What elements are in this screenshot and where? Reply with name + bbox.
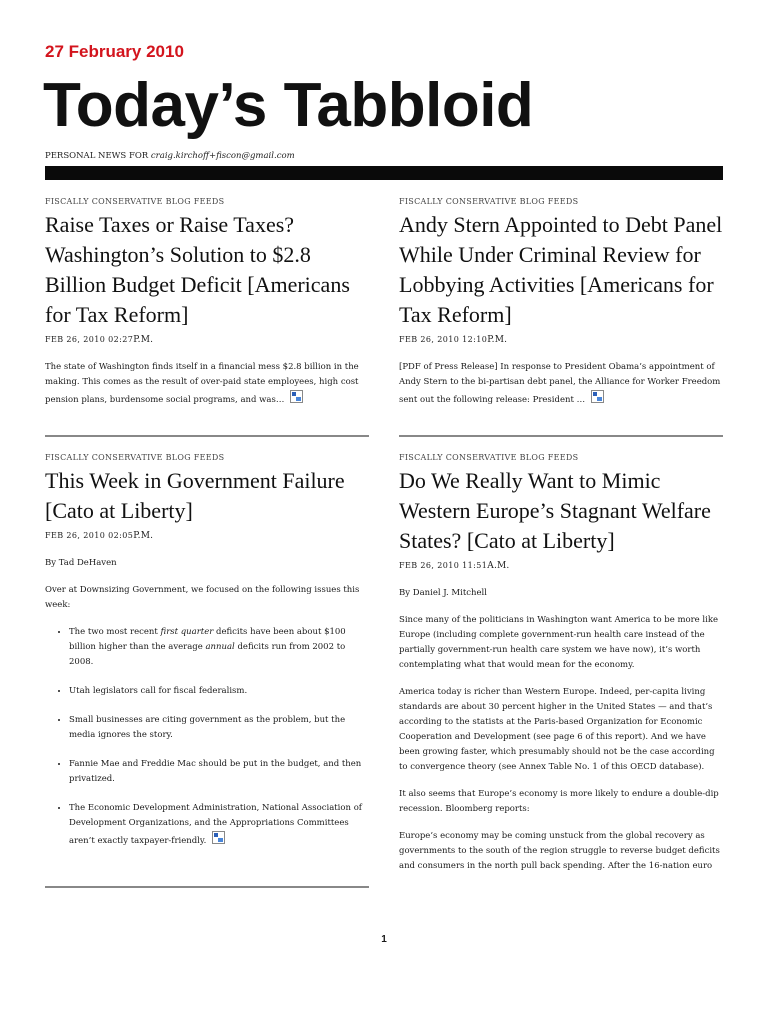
article-paragraph: America today is richer than Western Europe. Indeed, per-capita living standards are about 30 percent higher in the United States — and that’s according to the statists at the Paris-based Organization for Economic Cooperation and Development (see page 6 of this report). And we have been growing faster, which presumably should not be the case according to convergence theory (see Annex Table No. 1 of this OECD database). [399,687,715,772]
article-divider [399,435,723,437]
article-kicker: FISCALLY CONSERVATIVE BLOG FEEDS [45,197,225,206]
article-date: FEB 26, 2010 02:05P.M. [45,531,154,541]
article-3 [45,452,370,863]
article-date: FEB 26, 2010 11:51A.M. [399,561,510,571]
list-item: • Fannie Mae and Freddie Mac should be put in the budget, and then privatized. [69,757,370,787]
subscriber-email[interactable]: craig.kirchoff+fiscon@gmail.com [150,151,295,161]
issue-date: 27 February 2010 [45,42,184,61]
article-1 [45,196,370,420]
article-kicker: FISCALLY CONSERVATIVE BLOG FEEDS [399,453,579,462]
article-headline[interactable]: Raise Taxes or Raise Taxes? Washington’s Solution to $2.8 Billion Budget Deficit [Americans for Tax Reform] [45,212,350,327]
page-number: 1 [381,934,387,945]
article-summary: [PDF of Press Release] In response to President Obama’s appointment of Andy Stern to the bi-partisan debt panel, the Alliance for Worker Freedom sent out the following release: President … [399,362,721,405]
issue-list [45,625,370,849]
article-headline[interactable]: Do We Really Want to Mimic Western Europe’s Stagnant Welfare States? [Cato at Liberty] [399,468,711,553]
masthead-title: Today’s Tabbloid [43,71,534,140]
list-item: • Small businesses are citing government as the problem, but the media ignores the story. [69,713,370,743]
list-item: • Utah legislators call for fiscal federalism. [69,684,370,699]
article-byline: By Tad DeHaven [45,558,117,568]
image-placeholder-icon [591,390,604,403]
article-date: FEB 26, 2010 02:27P.M. [45,335,154,345]
article-headline[interactable]: Andy Stern Appointed to Debt Panel While Under Criminal Review for Lobbying Activities [Americans for Tax Reform] [399,212,723,327]
masthead-bar [45,166,723,180]
personal-label: PERSONAL NEWS FOR [45,151,149,161]
article-headline[interactable]: This Week in Government Failure [Cato at Liberty] [45,468,345,523]
article-blockquote: Europe’s economy may be coming unstuck from the global recovery as governments to the south of the region struggle to reverse budget deficits and consumers in the north pull back spending. After the 16-nation euro [399,831,720,871]
article-intro: Over at Downsizing Government, we focused on the following issues this week: [45,585,360,610]
image-placeholder-icon [290,390,303,403]
article-paragraph: It also seems that Europe’s economy is more likely to endure a double-dip recession. Bloomberg reports: [399,789,719,814]
image-placeholder-icon [212,831,225,844]
article-kicker: FISCALLY CONSERVATIVE BLOG FEEDS [399,197,579,206]
list-item: • The Economic Development Administration, National Association of Development Organizations, and the Appropriations Committees aren’t exactly taxpayer-friendly. [69,801,370,849]
list-item: • The two most recent first quarter deficits have been about $100 billion higher than the average annual deficits run from 2002 to 2008. [69,625,370,670]
article-kicker: FISCALLY CONSERVATIVE BLOG FEEDS [45,453,225,462]
article-2 [399,196,724,420]
article-4 [399,452,724,886]
article-divider [45,435,369,437]
article-byline: By Daniel J. Mitchell [399,588,487,598]
article-date: FEB 26, 2010 12:10P.M. [399,335,508,345]
article-paragraph: Since many of the politicians in Washington want America to be more like Europe (including complete government-run health care instead of the partially government-run health care system we have now), it’s worth contemplating what that would mean for the economy. [399,615,719,670]
article-summary: The state of Washington finds itself in a financial mess $2.8 billion in the making. This comes as the result of over-paid state employees, high cost pension plans, burdensome social programs, and was… [45,362,359,405]
personal-news-line [45,150,295,162]
article-divider [45,886,369,888]
